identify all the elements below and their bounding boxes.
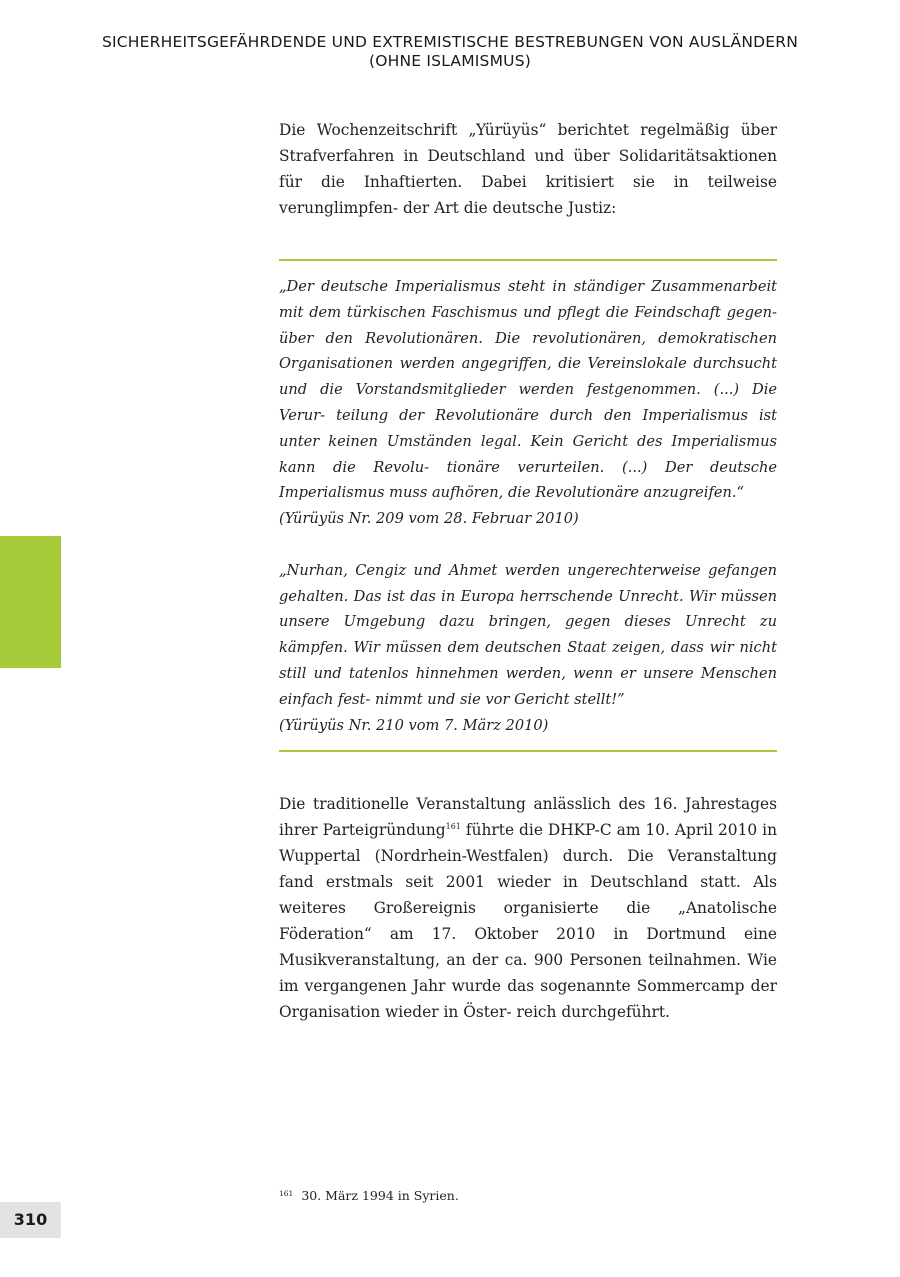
quote-line: mit dem türkischen Faschismus und pflegt die Feindschaft gegen- bbox=[279, 303, 777, 321]
paragraph-line: fand erstmals seit 2001 wieder in Deutschland statt. Als weiteres bbox=[279, 873, 777, 917]
footnote-text: 30. März 1994 in Syrien. bbox=[301, 1188, 459, 1203]
quote-line: unsere Umgebung dazu bringen, gegen dieses Unrecht zu kämpfen. bbox=[279, 613, 777, 657]
quote-1-source: (Yürüyüs Nr. 209 vom 28. Februar 2010) bbox=[279, 510, 579, 528]
intro-line: die Inhaftierten. Dabei kritisiert sie in teilweise verunglimpfen- bbox=[279, 173, 777, 217]
quote-box bbox=[279, 259, 777, 752]
footnote-number: 161 bbox=[279, 1189, 294, 1198]
quote-line: teilung der Revolutionäre durch den Imperialismus ist unter keinen bbox=[279, 406, 778, 450]
quote-line: gehalten. Das ist das in Europa herrschende Unrecht. Wir müssen bbox=[279, 587, 777, 605]
quote-line: und die Vorstandsmitglieder werden festgenommen. (...) Die Verur- bbox=[279, 381, 777, 424]
paragraph-line: Großereignis organisierte die „Anatolische Föderation“ am bbox=[279, 899, 777, 943]
quote-spacer bbox=[279, 532, 777, 558]
paragraph-line: Wuppertal (Nordrhein-Westfalen) durch. Die Veranstaltung bbox=[279, 847, 777, 865]
paragraph-line: ca. 900 Personen teilnahmen. Wie im vergangenen Jahr wurde bbox=[279, 951, 777, 995]
chapter-tab-marker bbox=[0, 536, 61, 668]
quote-line: nimmt und sie vor Gericht stellt!” bbox=[374, 690, 625, 708]
intro-paragraph bbox=[279, 117, 777, 221]
paragraph-line: 17. Oktober 2010 in Dortmund eine Musikveranstaltung, an der bbox=[279, 925, 777, 969]
quote-line: die Revolutionäre anzugreifen.“ bbox=[507, 484, 744, 502]
paragraph-line: reich durchgeführt. bbox=[516, 1003, 670, 1021]
intro-line: Strafverfahren in Deutschland und über Solidaritätsaktionen für bbox=[279, 147, 777, 191]
quote-line: Umständen legal. Kein Gericht des Imperialismus kann die Revolu- bbox=[279, 432, 777, 476]
running-header bbox=[0, 33, 900, 71]
quote-line: Wir müssen dem deutschen Staat zeigen, dass wir nicht still und bbox=[279, 639, 777, 682]
events-paragraph bbox=[279, 791, 777, 1025]
paragraph-line: das sogenannte Sommercamp der Organisation wieder in Öster- bbox=[279, 977, 777, 1021]
quote-line: über den Revolutionären. Die revolutionären, demokratischen bbox=[279, 329, 777, 347]
quote-2-text bbox=[279, 558, 777, 713]
header-line-1: SICHERHEITSGEFÄHRDENDE UND EXTREMISTISCHE BESTREBUNGEN VON AUSLÄNDERN bbox=[101, 33, 799, 51]
quote-line: „Nurhan, Cengiz und Ahmet werden ungerechterweise gefangen bbox=[279, 561, 777, 579]
footnote bbox=[279, 1186, 459, 1204]
quote-line: tionäre verurteilen. (...) Der deutsche Imperialismus muss aufhören, bbox=[279, 458, 777, 502]
quote-line: Organisationen werden angegriffen, die Vereinslokale durchsucht bbox=[279, 355, 777, 373]
paragraph-line: Die traditionelle Veranstaltung anlässlich des 16. Jahrestages bbox=[279, 795, 777, 813]
header-line-2: (OHNE ISLAMISMUS) bbox=[368, 52, 531, 70]
page-number: 310 bbox=[0, 1202, 61, 1238]
quote-2-source: (Yürüyüs Nr. 210 vom 7. März 2010) bbox=[279, 716, 549, 734]
footnote-reference[interactable]: 161 bbox=[445, 822, 461, 831]
intro-line: der Art die deutsche Justiz: bbox=[402, 199, 617, 217]
paragraph-line: führte die DHKP-C am 10. April 2010 in bbox=[460, 821, 777, 839]
quote-1-text bbox=[279, 274, 777, 506]
quote-line: „Der deutsche Imperialismus steht in ständiger Zusammenarbeit bbox=[279, 278, 777, 295]
intro-line: Die Wochenzeitschrift „Yürüyüs“ berichtet regelmäßig über bbox=[279, 121, 777, 139]
paragraph-line: ihrer Parteigründung bbox=[279, 821, 446, 839]
quote-line: tatenlos hinnehmen werden, wenn er unsere Menschen einfach fest- bbox=[279, 664, 778, 708]
